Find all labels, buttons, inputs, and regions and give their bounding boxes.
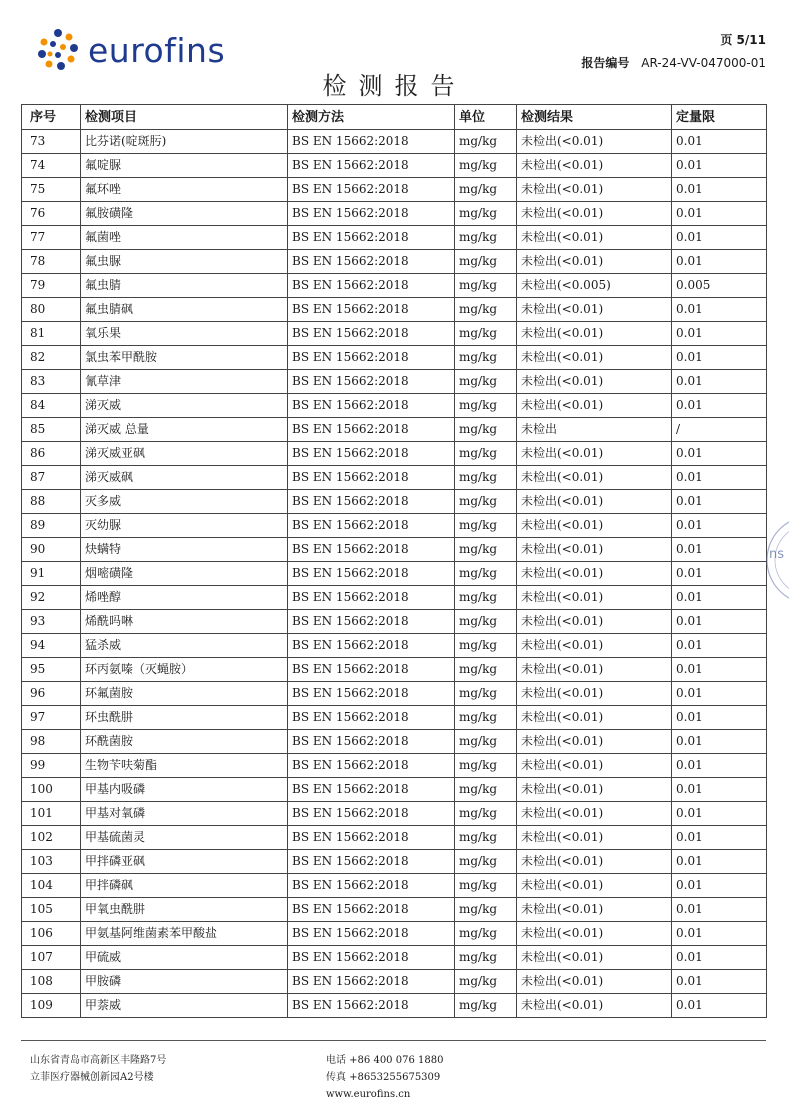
cell-item: 涕灭威砜 — [81, 466, 288, 490]
cell-item: 涕灭威 总量 — [81, 418, 288, 442]
cell-result: 未检出(<0.01) — [517, 514, 672, 538]
cell-item: 生物苄呋菊酯 — [81, 754, 288, 778]
cell-unit: mg/kg — [455, 826, 517, 850]
cell-item: 氟胺磺隆 — [81, 202, 288, 226]
cell-no: 94 — [22, 634, 81, 658]
table-row — [22, 826, 767, 850]
results-table — [21, 104, 767, 1018]
cell-method: BS EN 15662:2018 — [288, 514, 455, 538]
cell-no: 88 — [22, 490, 81, 514]
cell-loq: 0.01 — [672, 538, 767, 562]
cell-result: 未检出(<0.01) — [517, 586, 672, 610]
cell-loq: 0.01 — [672, 250, 767, 274]
cell-item: 氟啶脲 — [81, 154, 288, 178]
cell-unit: mg/kg — [455, 922, 517, 946]
cell-unit: mg/kg — [455, 874, 517, 898]
cell-unit: mg/kg — [455, 466, 517, 490]
table-row — [22, 874, 767, 898]
cell-no: 84 — [22, 394, 81, 418]
cell-method: BS EN 15662:2018 — [288, 994, 455, 1018]
cell-result: 未检出(<0.01) — [517, 610, 672, 634]
table-row — [22, 634, 767, 658]
cell-loq: 0.01 — [672, 562, 767, 586]
cell-loq: 0.01 — [672, 394, 767, 418]
cell-unit: mg/kg — [455, 562, 517, 586]
cell-loq: 0.01 — [672, 850, 767, 874]
cell-result: 未检出(<0.01) — [517, 922, 672, 946]
cell-result: 未检出(<0.01) — [517, 178, 672, 202]
cell-result: 未检出(<0.01) — [517, 994, 672, 1018]
cell-unit: mg/kg — [455, 586, 517, 610]
report-number-value: AR-24-VV-047000-01 — [641, 56, 766, 70]
cell-method: BS EN 15662:2018 — [288, 898, 455, 922]
cell-unit: mg/kg — [455, 682, 517, 706]
cell-unit: mg/kg — [455, 706, 517, 730]
cell-item: 烟嘧磺隆 — [81, 562, 288, 586]
cell-loq: 0.01 — [672, 322, 767, 346]
cell-no: 77 — [22, 226, 81, 250]
cell-loq: 0.01 — [672, 490, 767, 514]
cell-no: 73 — [22, 130, 81, 154]
cell-result: 未检出(<0.01) — [517, 634, 672, 658]
cell-result: 未检出(<0.01) — [517, 538, 672, 562]
cell-result: 未检出(<0.01) — [517, 658, 672, 682]
cell-item: 涕灭威亚砜 — [81, 442, 288, 466]
cell-loq: 0.01 — [672, 802, 767, 826]
cell-method: BS EN 15662:2018 — [288, 154, 455, 178]
cell-method: BS EN 15662:2018 — [288, 226, 455, 250]
cell-unit: mg/kg — [455, 394, 517, 418]
cell-method: BS EN 15662:2018 — [288, 178, 455, 202]
table-row — [22, 130, 767, 154]
cell-item: 烯唑醇 — [81, 586, 288, 610]
cell-method: BS EN 15662:2018 — [288, 610, 455, 634]
cell-result: 未检出(<0.005) — [517, 274, 672, 298]
cell-item: 灭多威 — [81, 490, 288, 514]
address-line-2: 立菲医疗器械创新园A2号楼 — [30, 1072, 154, 1083]
cell-method: BS EN 15662:2018 — [288, 202, 455, 226]
cell-loq: 0.01 — [672, 466, 767, 490]
cell-loq: 0.01 — [672, 370, 767, 394]
cell-method: BS EN 15662:2018 — [288, 274, 455, 298]
cell-loq: 0.01 — [672, 826, 767, 850]
cell-method: BS EN 15662:2018 — [288, 802, 455, 826]
cell-method: BS EN 15662:2018 — [288, 538, 455, 562]
cell-loq: 0.01 — [672, 298, 767, 322]
report-number-label: 报告编号 — [581, 56, 630, 70]
cell-no: 97 — [22, 706, 81, 730]
table-row — [22, 562, 767, 586]
cell-method: BS EN 15662:2018 — [288, 874, 455, 898]
cell-item: 甲基对氧磷 — [81, 802, 288, 826]
cell-unit: mg/kg — [455, 778, 517, 802]
cell-loq: 0.005 — [672, 274, 767, 298]
footer-address — [30, 1052, 166, 1086]
cell-unit: mg/kg — [455, 514, 517, 538]
cell-item: 氟虫脲 — [81, 250, 288, 274]
cell-loq: / — [672, 418, 767, 442]
cell-method: BS EN 15662:2018 — [288, 346, 455, 370]
cell-item: 烯酰吗啉 — [81, 610, 288, 634]
cell-method: BS EN 15662:2018 — [288, 658, 455, 682]
cell-method: BS EN 15662:2018 — [288, 706, 455, 730]
cell-item: 环虫酰肼 — [81, 706, 288, 730]
cell-unit: mg/kg — [455, 490, 517, 514]
cell-method: BS EN 15662:2018 — [288, 730, 455, 754]
cell-item: 氟菌唑 — [81, 226, 288, 250]
cell-result: 未检出(<0.01) — [517, 730, 672, 754]
cell-item: 炔螨特 — [81, 538, 288, 562]
cell-method: BS EN 15662:2018 — [288, 490, 455, 514]
cell-unit: mg/kg — [455, 970, 517, 994]
cell-method: BS EN 15662:2018 — [288, 922, 455, 946]
cell-no: 105 — [22, 898, 81, 922]
cell-item: 环氟菌胺 — [81, 682, 288, 706]
cell-loq: 0.01 — [672, 994, 767, 1018]
cell-no: 85 — [22, 418, 81, 442]
cell-no: 89 — [22, 514, 81, 538]
cell-no: 76 — [22, 202, 81, 226]
cell-loq: 0.01 — [672, 154, 767, 178]
cell-method: BS EN 15662:2018 — [288, 682, 455, 706]
cell-item: 甲硫威 — [81, 946, 288, 970]
cell-no: 79 — [22, 274, 81, 298]
cell-no: 82 — [22, 346, 81, 370]
cell-no: 109 — [22, 994, 81, 1018]
cell-unit: mg/kg — [455, 994, 517, 1018]
cell-method: BS EN 15662:2018 — [288, 634, 455, 658]
cell-no: 95 — [22, 658, 81, 682]
table-row — [22, 946, 767, 970]
website-text: www.eurofins.cn — [326, 1089, 411, 1100]
table-row — [22, 706, 767, 730]
cell-item: 环酰菌胺 — [81, 730, 288, 754]
cell-item: 甲萘威 — [81, 994, 288, 1018]
cell-method: BS EN 15662:2018 — [288, 586, 455, 610]
cell-result: 未检出(<0.01) — [517, 898, 672, 922]
cell-unit: mg/kg — [455, 322, 517, 346]
cell-loq: 0.01 — [672, 586, 767, 610]
cell-no: 74 — [22, 154, 81, 178]
cell-result: 未检出(<0.01) — [517, 442, 672, 466]
cell-result: 未检出(<0.01) — [517, 826, 672, 850]
cell-result: 未检出(<0.01) — [517, 682, 672, 706]
table-row — [22, 202, 767, 226]
table-row — [22, 418, 767, 442]
cell-unit: mg/kg — [455, 130, 517, 154]
cell-loq: 0.01 — [672, 874, 767, 898]
footer-contact — [326, 1052, 443, 1103]
cell-no: 108 — [22, 970, 81, 994]
cell-result: 未检出(<0.01) — [517, 346, 672, 370]
cell-no: 83 — [22, 370, 81, 394]
cell-method: BS EN 15662:2018 — [288, 418, 455, 442]
cell-unit: mg/kg — [455, 802, 517, 826]
document-title: 检测报告 — [322, 72, 467, 100]
cell-result: 未检出(<0.01) — [517, 226, 672, 250]
table-row — [22, 682, 767, 706]
cell-method: BS EN 15662:2018 — [288, 298, 455, 322]
table-row — [22, 226, 767, 250]
cell-item: 涕灭威 — [81, 394, 288, 418]
table-row — [22, 514, 767, 538]
table-row — [22, 754, 767, 778]
table-row — [22, 370, 767, 394]
cell-unit: mg/kg — [455, 730, 517, 754]
table-row — [22, 610, 767, 634]
cell-unit: mg/kg — [455, 370, 517, 394]
cell-item: 氟虫腈 — [81, 274, 288, 298]
cell-loq: 0.01 — [672, 226, 767, 250]
cell-no: 107 — [22, 946, 81, 970]
table-row — [22, 922, 767, 946]
cell-loq: 0.01 — [672, 610, 767, 634]
cell-unit: mg/kg — [455, 538, 517, 562]
column-header-unit: 单位 — [455, 105, 517, 130]
cell-no: 80 — [22, 298, 81, 322]
cell-item: 氟虫腈砜 — [81, 298, 288, 322]
cell-method: BS EN 15662:2018 — [288, 250, 455, 274]
cell-item: 氧乐果 — [81, 322, 288, 346]
cell-unit: mg/kg — [455, 154, 517, 178]
phone-text: 电话 +86 400 076 1880 — [326, 1055, 444, 1066]
table-row — [22, 346, 767, 370]
cell-loq: 0.01 — [672, 970, 767, 994]
cell-unit: mg/kg — [455, 754, 517, 778]
cell-no: 91 — [22, 562, 81, 586]
table-row — [22, 730, 767, 754]
cell-item: 甲拌磷亚砜 — [81, 850, 288, 874]
cell-no: 106 — [22, 922, 81, 946]
table-row — [22, 994, 767, 1018]
cell-result: 未检出(<0.01) — [517, 322, 672, 346]
table-row — [22, 178, 767, 202]
cell-unit: mg/kg — [455, 274, 517, 298]
cell-method: BS EN 15662:2018 — [288, 970, 455, 994]
cell-loq: 0.01 — [672, 346, 767, 370]
cell-result: 未检出(<0.01) — [517, 490, 672, 514]
column-header-no: 序号 — [22, 105, 81, 130]
table-row — [22, 298, 767, 322]
table-row — [22, 322, 767, 346]
cell-unit: mg/kg — [455, 346, 517, 370]
cell-method: BS EN 15662:2018 — [288, 322, 455, 346]
cell-result: 未检出(<0.01) — [517, 250, 672, 274]
cell-unit: mg/kg — [455, 226, 517, 250]
table-row — [22, 850, 767, 874]
cell-loq: 0.01 — [672, 682, 767, 706]
table-row — [22, 490, 767, 514]
cell-result: 未检出(<0.01) — [517, 802, 672, 826]
table-header-row — [22, 105, 767, 130]
cell-result: 未检出(<0.01) — [517, 778, 672, 802]
cell-item: 氰草津 — [81, 370, 288, 394]
fax-text: 传真 +8653255675309 — [326, 1072, 441, 1083]
cell-item: 甲氨基阿维菌素苯甲酸盐 — [81, 922, 288, 946]
partial-stamp-seal-icon — [763, 510, 789, 610]
cell-loq: 0.01 — [672, 130, 767, 154]
cell-unit: mg/kg — [455, 442, 517, 466]
cell-result: 未检出(<0.01) — [517, 298, 672, 322]
footer-divider — [21, 1040, 766, 1041]
cell-no: 98 — [22, 730, 81, 754]
column-header-item: 检测项目 — [81, 105, 288, 130]
cell-loq: 0.01 — [672, 946, 767, 970]
cell-no: 78 — [22, 250, 81, 274]
cell-unit: mg/kg — [455, 850, 517, 874]
cell-item: 比芬诺(啶斑肟) — [81, 130, 288, 154]
cell-item: 甲氧虫酰肼 — [81, 898, 288, 922]
cell-method: BS EN 15662:2018 — [288, 850, 455, 874]
cell-method: BS EN 15662:2018 — [288, 130, 455, 154]
cell-item: 氯虫苯甲酰胺 — [81, 346, 288, 370]
cell-result: 未检出(<0.01) — [517, 706, 672, 730]
cell-loq: 0.01 — [672, 634, 767, 658]
page-number: 页 5/11 — [720, 33, 766, 47]
cell-item: 甲拌磷砜 — [81, 874, 288, 898]
table-row — [22, 778, 767, 802]
cell-no: 96 — [22, 682, 81, 706]
cell-item: 灭幼脲 — [81, 514, 288, 538]
cell-no: 81 — [22, 322, 81, 346]
cell-no: 92 — [22, 586, 81, 610]
cell-item: 猛杀威 — [81, 634, 288, 658]
cell-item: 甲胺磷 — [81, 970, 288, 994]
table-row — [22, 658, 767, 682]
cell-method: BS EN 15662:2018 — [288, 370, 455, 394]
cell-method: BS EN 15662:2018 — [288, 946, 455, 970]
table-row — [22, 250, 767, 274]
cell-item: 甲基内吸磷 — [81, 778, 288, 802]
cell-result: 未检出(<0.01) — [517, 370, 672, 394]
cell-result: 未检出 — [517, 418, 672, 442]
column-header-method: 检测方法 — [288, 105, 455, 130]
cell-unit: mg/kg — [455, 898, 517, 922]
svg-text:ns: ns — [769, 547, 785, 562]
cell-no: 104 — [22, 874, 81, 898]
cell-unit: mg/kg — [455, 178, 517, 202]
table-row — [22, 586, 767, 610]
cell-loq: 0.01 — [672, 514, 767, 538]
cell-result: 未检出(<0.01) — [517, 874, 672, 898]
cell-method: BS EN 15662:2018 — [288, 442, 455, 466]
cell-no: 86 — [22, 442, 81, 466]
column-header-loq: 定量限 — [672, 105, 767, 130]
cell-loq: 0.01 — [672, 898, 767, 922]
table-row — [22, 442, 767, 466]
table-row — [22, 970, 767, 994]
table-row — [22, 154, 767, 178]
cell-item: 环丙氨嗪（灭蝇胺） — [81, 658, 288, 682]
cell-no: 100 — [22, 778, 81, 802]
cell-result: 未检出(<0.01) — [517, 202, 672, 226]
cell-loq: 0.01 — [672, 754, 767, 778]
table-row — [22, 898, 767, 922]
cell-result: 未检出(<0.01) — [517, 754, 672, 778]
cell-no: 101 — [22, 802, 81, 826]
cell-method: BS EN 15662:2018 — [288, 826, 455, 850]
cell-loq: 0.01 — [672, 778, 767, 802]
cell-result: 未检出(<0.01) — [517, 466, 672, 490]
cell-result: 未检出(<0.01) — [517, 562, 672, 586]
cell-no: 90 — [22, 538, 81, 562]
cell-result: 未检出(<0.01) — [517, 970, 672, 994]
logo-wordmark: eurofins — [88, 30, 226, 70]
cell-method: BS EN 15662:2018 — [288, 562, 455, 586]
table-row — [22, 466, 767, 490]
cell-no: 99 — [22, 754, 81, 778]
cell-method: BS EN 15662:2018 — [288, 394, 455, 418]
cell-result: 未检出(<0.01) — [517, 130, 672, 154]
cell-method: BS EN 15662:2018 — [288, 466, 455, 490]
cell-result: 未检出(<0.01) — [517, 394, 672, 418]
cell-unit: mg/kg — [455, 658, 517, 682]
cell-unit: mg/kg — [455, 634, 517, 658]
column-header-result: 检测结果 — [517, 105, 672, 130]
table-row — [22, 394, 767, 418]
cell-method: BS EN 15662:2018 — [288, 778, 455, 802]
cell-loq: 0.01 — [672, 922, 767, 946]
cell-loq: 0.01 — [672, 706, 767, 730]
cell-loq: 0.01 — [672, 178, 767, 202]
cell-no: 103 — [22, 850, 81, 874]
cell-unit: mg/kg — [455, 610, 517, 634]
cell-loq: 0.01 — [672, 442, 767, 466]
cell-no: 75 — [22, 178, 81, 202]
cell-no: 93 — [22, 610, 81, 634]
cell-unit: mg/kg — [455, 418, 517, 442]
cell-result: 未检出(<0.01) — [517, 154, 672, 178]
cell-loq: 0.01 — [672, 730, 767, 754]
cell-item: 甲基硫菌灵 — [81, 826, 288, 850]
cell-loq: 0.01 — [672, 658, 767, 682]
cell-unit: mg/kg — [455, 250, 517, 274]
cell-result: 未检出(<0.01) — [517, 850, 672, 874]
table-row — [22, 538, 767, 562]
address-line-1: 山东省青岛市高新区丰隆路7号 — [30, 1055, 167, 1066]
cell-result: 未检出(<0.01) — [517, 946, 672, 970]
cell-unit: mg/kg — [455, 202, 517, 226]
cell-unit: mg/kg — [455, 298, 517, 322]
cell-no: 87 — [22, 466, 81, 490]
cell-unit: mg/kg — [455, 946, 517, 970]
table-row — [22, 802, 767, 826]
cell-method: BS EN 15662:2018 — [288, 754, 455, 778]
table-row — [22, 274, 767, 298]
cell-loq: 0.01 — [672, 202, 767, 226]
cell-no: 102 — [22, 826, 81, 850]
cell-item: 氟环唑 — [81, 178, 288, 202]
